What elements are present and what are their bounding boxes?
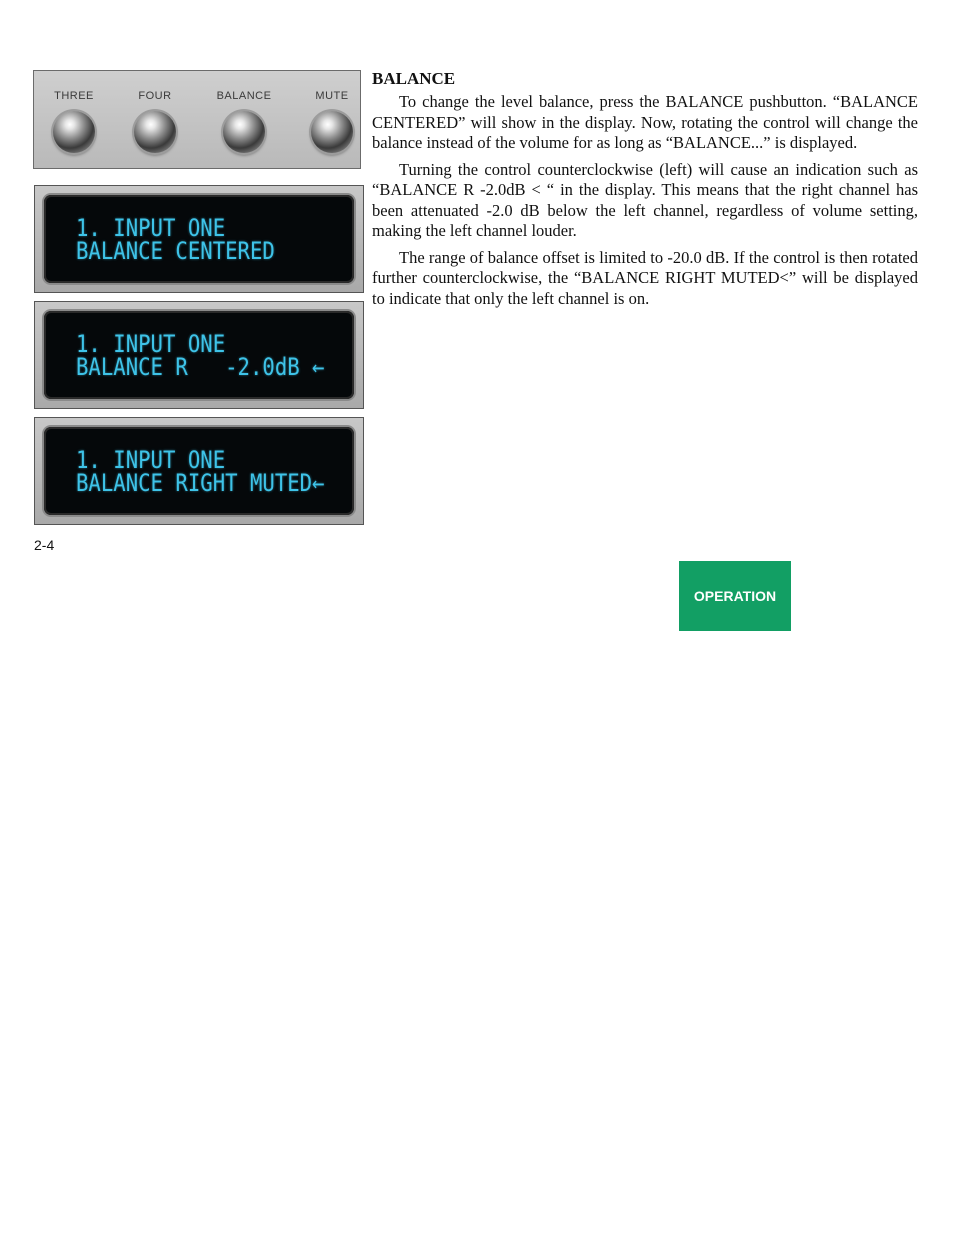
display-balance-right-muted — [34, 417, 364, 525]
display-line-1: 1. INPUT ONE — [76, 214, 226, 242]
front-panel-buttons-image — [33, 70, 361, 169]
three-pushbutton-icon — [53, 111, 95, 153]
section-heading: BALANCE — [372, 69, 456, 88]
three-button-label: THREE — [54, 90, 94, 102]
paragraph-1: To change the level balance, press the BALANCE pushbutton. “BALANCE CENTERED” will show in the display. Now, rotating the control will change the balance instead of the volume for as long as “BALANCE...” is displayed. — [372, 92, 918, 152]
balance-pushbutton-icon — [223, 111, 265, 153]
mute-pushbutton-icon — [311, 111, 353, 153]
balance-button-label: BALANCE — [216, 90, 272, 102]
display-balance-r-offset — [34, 301, 364, 409]
four-button-label: FOUR — [138, 90, 172, 102]
four-pushbutton-icon — [134, 111, 176, 153]
display-line-2: BALANCE R -2.0dB ← — [76, 353, 325, 381]
section-tab-operation — [679, 561, 791, 631]
balance-button-group — [204, 71, 284, 170]
display-line-1: 1. INPUT ONE — [76, 330, 226, 358]
three-button-group — [34, 71, 114, 170]
paragraph-3: The range of balance offset is limited to -20.0 dB. If the control is then rotated further counterclockwise, the “BALANCE RIGHT MUTED<” will be displayed to indicate that only the left channel is on. — [372, 247, 918, 308]
page-number: 2-4 — [34, 537, 55, 553]
section-tab-label: OPERATION — [693, 588, 777, 604]
four-button-group — [115, 71, 195, 170]
balance-section — [372, 69, 918, 315]
display-balance-centered — [34, 185, 364, 293]
mute-button-group — [292, 71, 372, 170]
display-line-2: BALANCE CENTERED — [76, 237, 275, 265]
display-line-2: BALANCE RIGHT MUTED← — [76, 469, 325, 497]
paragraph-2: Turning the control counterclockwise (left) will cause an indication such as “BALANCE R -2.0dB < “ in the display. This means that the right channel has been attenuated -2.0 dB below the left channel, regardless of volume setting, making the left channel louder. — [372, 159, 918, 240]
mute-button-label: MUTE — [315, 90, 349, 102]
display-line-1: 1. INPUT ONE — [76, 446, 226, 474]
